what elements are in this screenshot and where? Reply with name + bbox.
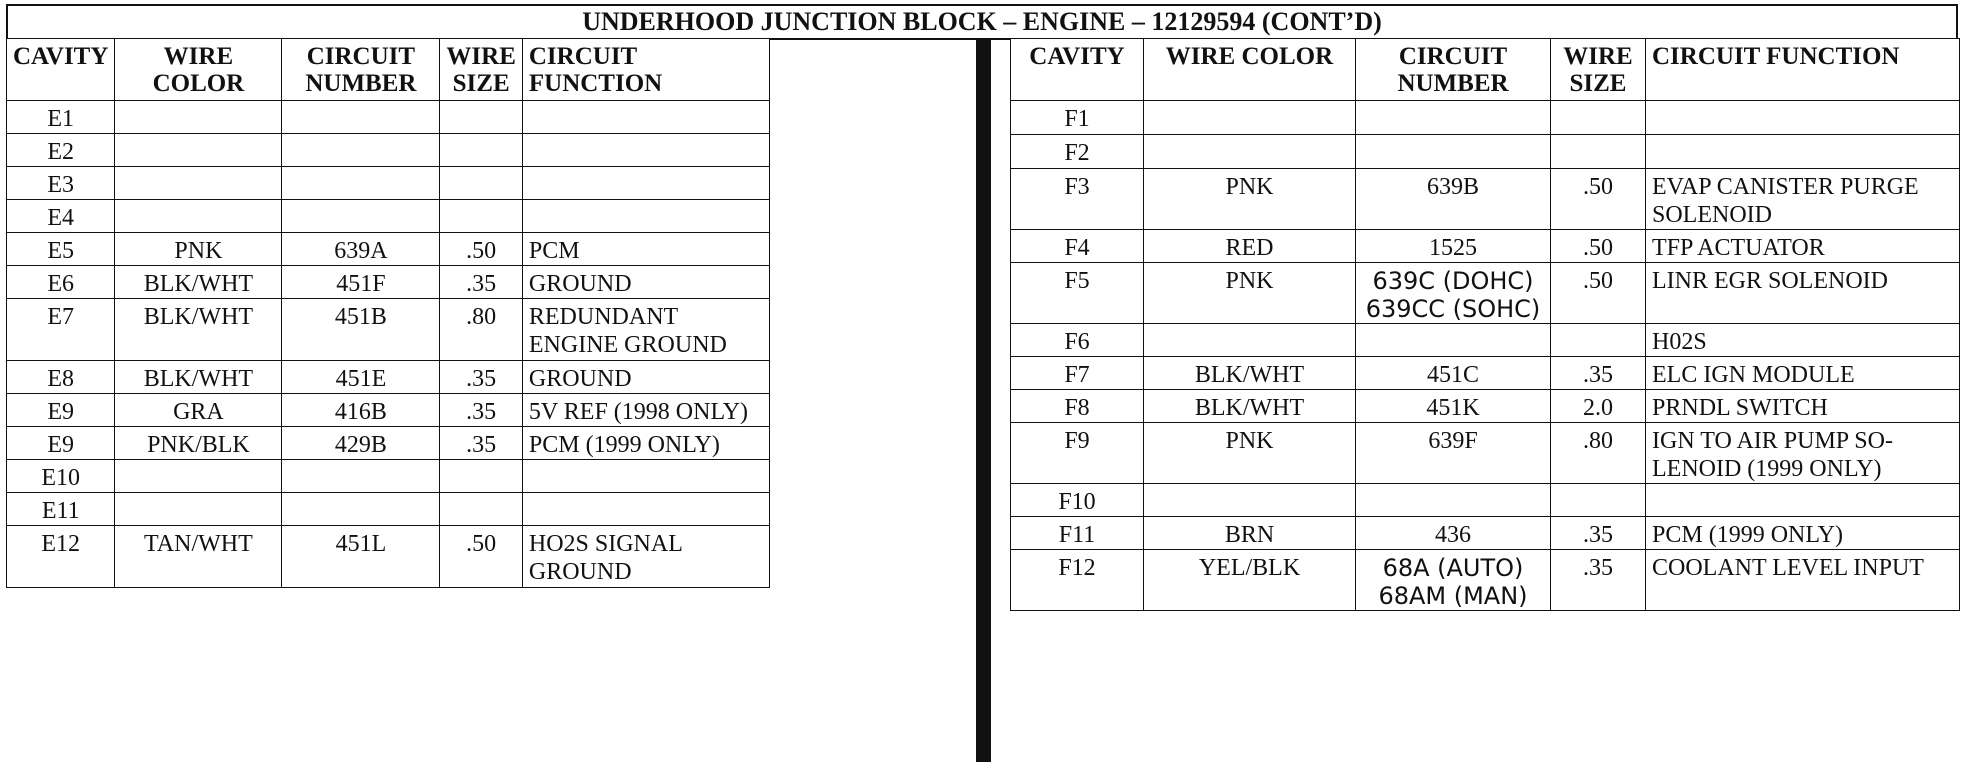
wire-size-cell <box>440 134 522 167</box>
circuit-number-cell: 639A <box>282 233 440 266</box>
table-row <box>7 101 770 134</box>
circuit-number-cell: 451F <box>282 266 440 299</box>
wire-color-header: WIRE COLOR <box>115 39 282 101</box>
circuit-function-header: CIRCUIT FUNCTION <box>522 39 769 101</box>
table-row <box>7 167 770 200</box>
circuit-number-dohc: 639C (DOHC) <box>1372 267 1534 295</box>
circuit-function-cell: PCM (1999 ONLY) <box>1646 517 1960 550</box>
circuit-header-line2: NUMBER <box>1397 70 1509 97</box>
table-row <box>1011 169 1960 230</box>
table-row <box>7 134 770 167</box>
circuit-number-cell: 639B <box>1356 169 1551 230</box>
circuit-function-cell: GROUND <box>522 266 769 299</box>
wire-color-cell <box>115 101 282 134</box>
wire-color-cell <box>115 167 282 200</box>
wire-color-cell: TAN/WHT <box>115 526 282 588</box>
circuit-header-line1: CIRCUIT <box>306 43 416 70</box>
circuit-number-cell: 429B <box>282 427 440 460</box>
wire-color-header: WIRE COLOR <box>1144 39 1356 101</box>
size-header-line1: WIRE <box>446 43 516 70</box>
circuit-number-cell <box>282 493 440 526</box>
cavity-cell: F7 <box>1011 357 1144 390</box>
cavity-cell: E4 <box>7 200 115 233</box>
wire-color-cell: GRA <box>115 394 282 427</box>
cavity-cell: F2 <box>1011 135 1144 169</box>
left-wiring-table <box>6 38 770 588</box>
table-row <box>7 526 770 588</box>
circuit-function-cell <box>522 101 769 134</box>
circuit-number-cell: 1525 <box>1356 230 1551 263</box>
circuit-number-sohc: 639CC (SOHC) <box>1365 295 1541 323</box>
wire-size-cell: .80 <box>1551 423 1646 484</box>
wire-size-cell: .35 <box>1551 357 1646 390</box>
wire-color-cell: YEL/BLK <box>1144 550 1356 611</box>
cavity-header: CAVITY <box>7 39 115 101</box>
wire-size-cell <box>1551 101 1646 135</box>
wire-size-header <box>1551 39 1646 101</box>
wire-size-cell: .50 <box>1551 263 1646 324</box>
circuit-number-cell: 451E <box>282 361 440 394</box>
wire-color-cell: PNK <box>1144 263 1356 324</box>
circuit-function-cell <box>1646 135 1960 169</box>
cavity-cell: F12 <box>1011 550 1144 611</box>
circuit-function-cell: H02S <box>1646 324 1960 357</box>
wire-size-cell: .35 <box>440 427 522 460</box>
circuit-number-cell <box>1356 550 1551 611</box>
circuit-function-cell <box>522 134 769 167</box>
wire-size-cell <box>440 101 522 134</box>
wire-size-cell <box>440 493 522 526</box>
table-row <box>7 266 770 299</box>
wire-size-cell <box>1551 135 1646 169</box>
cavity-cell: E3 <box>7 167 115 200</box>
cavity-cell: F1 <box>1011 101 1144 135</box>
wire-size-cell: .35 <box>440 361 522 394</box>
wire-size-cell: .35 <box>440 394 522 427</box>
header-row <box>7 39 770 101</box>
size-header-line2: SIZE <box>452 70 510 97</box>
table-row <box>1011 517 1960 550</box>
wire-color-cell: PNK <box>1144 169 1356 230</box>
circuit-function-cell: COOLANT LEVEL INPUT <box>1646 550 1960 611</box>
wire-color-cell <box>1144 135 1356 169</box>
wire-color-cell: BLK/WHT <box>115 266 282 299</box>
wire-size-cell <box>1551 484 1646 517</box>
cavity-cell: E12 <box>7 526 115 588</box>
table-row <box>1011 101 1960 135</box>
circuit-function-header: CIRCUIT FUNCTION <box>1646 39 1960 101</box>
cavity-cell: F5 <box>1011 263 1144 324</box>
circuit-number-cell: 639F <box>1356 423 1551 484</box>
table-row <box>1011 324 1960 357</box>
wire-color-cell: PNK <box>115 233 282 266</box>
circuit-function-cell: IGN TO AIR PUMP SO-LENOID (1999 ONLY) <box>1646 423 1960 484</box>
wire-size-cell: .50 <box>440 526 522 588</box>
table-row <box>7 460 770 493</box>
circuit-function-cell <box>522 460 769 493</box>
cavity-cell: F11 <box>1011 517 1144 550</box>
table-row <box>1011 135 1960 169</box>
circuit-function-cell <box>522 167 769 200</box>
circuit-function-cell: PCM (1999 ONLY) <box>522 427 769 460</box>
table-row <box>7 361 770 394</box>
table-row <box>1011 230 1960 263</box>
wire-size-cell: .50 <box>1551 230 1646 263</box>
table-row <box>1011 484 1960 517</box>
wire-size-cell: .35 <box>1551 517 1646 550</box>
cavity-cell: F10 <box>1011 484 1144 517</box>
table-row <box>1011 357 1960 390</box>
center-divider <box>976 38 991 762</box>
wire-size-cell: .35 <box>1551 550 1646 611</box>
wire-color-cell: BLK/WHT <box>115 299 282 361</box>
wire-color-cell <box>115 200 282 233</box>
circuit-function-cell: ELC IGN MODULE <box>1646 357 1960 390</box>
table-row <box>1011 263 1960 324</box>
cavity-cell: E9 <box>7 427 115 460</box>
circuit-number-cell: 451B <box>282 299 440 361</box>
table-row <box>7 299 770 361</box>
cavity-cell: E6 <box>7 266 115 299</box>
table-title: UNDERHOOD JUNCTION BLOCK – ENGINE – 12129594 (CONT’D) <box>6 4 1958 40</box>
wire-size-cell: .50 <box>1551 169 1646 230</box>
wire-color-cell <box>1144 484 1356 517</box>
circuit-function-cell <box>1646 484 1960 517</box>
circuit-number-cell: 451C <box>1356 357 1551 390</box>
circuit-header-line1: CIRCUIT <box>1398 43 1508 70</box>
wire-size-cell: .35 <box>440 266 522 299</box>
circuit-number-cell: 416B <box>282 394 440 427</box>
table-row <box>7 493 770 526</box>
table-row <box>1011 423 1960 484</box>
cavity-cell: F8 <box>1011 390 1144 423</box>
circuit-function-cell <box>1646 101 1960 135</box>
wire-color-cell <box>115 134 282 167</box>
wire-color-cell: BLK/WHT <box>1144 357 1356 390</box>
circuit-number-cell <box>1356 263 1551 324</box>
circuit-number-cell <box>282 167 440 200</box>
cavity-cell: F3 <box>1011 169 1144 230</box>
wire-size-cell <box>440 460 522 493</box>
circuit-number-cell <box>282 134 440 167</box>
circuit-number-cell: 451K <box>1356 390 1551 423</box>
table-row <box>7 427 770 460</box>
circuit-number-header <box>282 39 440 101</box>
wire-size-header <box>440 39 522 101</box>
circuit-function-cell <box>522 493 769 526</box>
circuit-function-cell: LINR EGR SOLENOID <box>1646 263 1960 324</box>
circuit-function-cell: EVAP CANISTER PURGE SOLENOID <box>1646 169 1960 230</box>
cavity-cell: E10 <box>7 460 115 493</box>
wire-size-cell <box>1551 324 1646 357</box>
circuit-function-cell: 5V REF (1998 ONLY) <box>522 394 769 427</box>
circuit-number-cell <box>1356 101 1551 135</box>
cavity-header: CAVITY <box>1011 39 1144 101</box>
cavity-cell: E1 <box>7 101 115 134</box>
circuit-function-cell: PRNDL SWITCH <box>1646 390 1960 423</box>
cavity-cell: F6 <box>1011 324 1144 357</box>
circuit-function-cell: REDUNDANT ENGINE GROUND <box>522 299 769 361</box>
circuit-number-header <box>1356 39 1551 101</box>
circuit-function-cell <box>522 200 769 233</box>
table-row <box>7 200 770 233</box>
cavity-cell: F9 <box>1011 423 1144 484</box>
wire-size-cell: .80 <box>440 299 522 361</box>
cavity-cell: E5 <box>7 233 115 266</box>
table-row <box>1011 550 1960 611</box>
size-header-line2: SIZE <box>1569 70 1627 97</box>
circuit-number-cell <box>282 101 440 134</box>
circuit-number-cell: 436 <box>1356 517 1551 550</box>
cavity-cell: E9 <box>7 394 115 427</box>
wire-color-cell: PNK/BLK <box>115 427 282 460</box>
circuit-number-cell <box>1356 484 1551 517</box>
wire-color-cell: RED <box>1144 230 1356 263</box>
wire-size-cell <box>440 200 522 233</box>
wire-color-cell <box>1144 101 1356 135</box>
circuit-function-cell: PCM <box>522 233 769 266</box>
wire-size-cell <box>440 167 522 200</box>
table-row <box>1011 390 1960 423</box>
wire-size-cell: .50 <box>440 233 522 266</box>
wire-color-cell <box>1144 324 1356 357</box>
cavity-cell: F4 <box>1011 230 1144 263</box>
circuit-number-cell <box>1356 324 1551 357</box>
wire-color-cell: BRN <box>1144 517 1356 550</box>
wire-color-cell: BLK/WHT <box>1144 390 1356 423</box>
wire-color-cell: BLK/WHT <box>115 361 282 394</box>
cavity-cell: E8 <box>7 361 115 394</box>
circuit-number-auto: 68A (AUTO) <box>1382 554 1524 582</box>
circuit-function-cell: HO2S SIGNAL GROUND <box>522 526 769 588</box>
right-wiring-table <box>1010 38 1960 611</box>
table-row <box>7 394 770 427</box>
wire-color-cell <box>115 493 282 526</box>
cavity-cell: E7 <box>7 299 115 361</box>
wire-color-cell <box>115 460 282 493</box>
size-header-line1: WIRE <box>1563 43 1633 70</box>
cavity-cell: E2 <box>7 134 115 167</box>
circuit-number-cell <box>282 200 440 233</box>
circuit-function-cell: GROUND <box>522 361 769 394</box>
circuit-function-cell: TFP ACTUATOR <box>1646 230 1960 263</box>
circuit-number-cell: 451L <box>282 526 440 588</box>
circuit-number-cell <box>1356 135 1551 169</box>
wire-size-cell: 2.0 <box>1551 390 1646 423</box>
header-row <box>1011 39 1960 101</box>
wire-color-cell: PNK <box>1144 423 1356 484</box>
circuit-number-man: 68AM (MAN) <box>1378 582 1528 610</box>
table-row <box>7 233 770 266</box>
circuit-header-line2: NUMBER <box>305 70 417 97</box>
cavity-cell: E11 <box>7 493 115 526</box>
circuit-number-cell <box>282 460 440 493</box>
